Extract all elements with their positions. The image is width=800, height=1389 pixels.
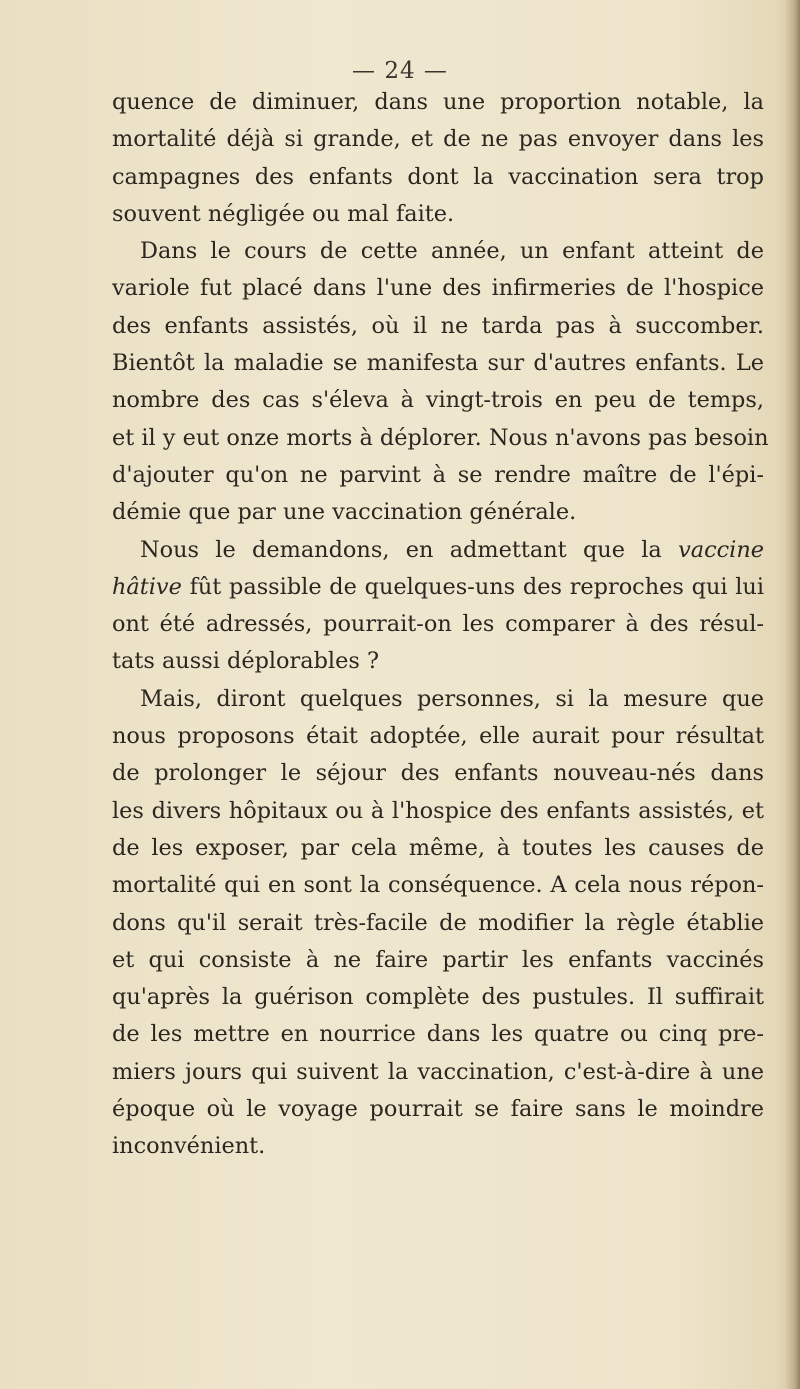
text-line: démie que par une vaccination générale. xyxy=(112,499,577,526)
text-line: dons qu'il serait très-facile de modifier la règle établie xyxy=(112,909,764,936)
text-line: ont été adressés, pourrait-on les comparer à des résul- xyxy=(112,611,764,638)
text-segment: Nous le demandons, en admettant que la xyxy=(140,536,679,563)
paragraph-4 xyxy=(112,681,764,1166)
text-line: Mais, diront quelques personnes, si la mesure que xyxy=(140,685,764,712)
paragraph-1 xyxy=(112,84,764,233)
text-segment: fût passible de quelques-uns des reproches qui lui xyxy=(181,573,764,600)
text-line xyxy=(112,532,764,569)
text-line: campagnes des enfants dont la vaccination sera trop xyxy=(112,163,764,190)
page-number: — 24 — xyxy=(352,58,448,84)
text-line: mortalité qui en sont la conséquence. A cela nous répon- xyxy=(112,872,764,899)
paragraph-3 xyxy=(112,532,764,681)
paragraph-2 xyxy=(112,233,769,531)
italic-term: vaccine xyxy=(678,536,764,563)
page-edge xyxy=(786,0,800,1389)
text-line: les divers hôpitaux ou à l'hospice des enfants assistés, et xyxy=(112,797,764,824)
body-text xyxy=(112,84,769,1166)
text-line: Bientôt la maladie se manifesta sur d'autres enfants. Le xyxy=(112,350,764,377)
text-line: mortalité déjà si grande, et de ne pas envoyer dans les xyxy=(112,126,764,153)
italic-term: hâtive xyxy=(112,573,182,600)
text-line: variole fut placé dans l'une des infirmeries de l'hospice xyxy=(112,275,764,302)
text-line: tats aussi déplorables ? xyxy=(112,648,379,675)
text-line xyxy=(112,569,764,606)
text-line: qu'après la guérison complète des pustules. Il suffirait xyxy=(112,984,764,1011)
text-line: quence de diminuer, dans une proportion notable, la xyxy=(112,89,764,115)
text-line: de les mettre en nourrice dans les quatre ou cinq pre- xyxy=(112,1021,764,1048)
text-line: des enfants assistés, où il ne tarda pas à succomber. xyxy=(112,312,764,339)
text-line: et qui consiste à ne faire partir les enfants vaccinés xyxy=(112,946,764,973)
text-line: de les exposer, par cela même, à toutes les causes de xyxy=(112,834,764,861)
text-line: Dans le cours de cette année, un enfant atteint de xyxy=(140,238,764,265)
text-line: d'ajouter qu'on ne parvint à se rendre maître de l'épi- xyxy=(112,461,764,488)
text-line: souvent négligée ou mal faite. xyxy=(112,200,455,227)
text-line: nous proposons était adoptée, elle aurait pour résultat xyxy=(112,723,764,750)
text-line: nombre des cas s'éleva à vingt-trois en peu de temps, xyxy=(112,387,764,414)
text-line: inconvénient. xyxy=(112,1133,266,1160)
text-line: miers jours qui suivent la vaccination, c'est-à-dire à une xyxy=(112,1058,764,1085)
text-line: et il y eut onze morts à déplorer. Nous n'avons pas besoin xyxy=(112,424,769,451)
text-line: de prolonger le séjour des enfants nouveau-nés dans xyxy=(112,760,764,787)
text-line: époque où le voyage pourrait se faire sans le moindre xyxy=(112,1096,764,1123)
